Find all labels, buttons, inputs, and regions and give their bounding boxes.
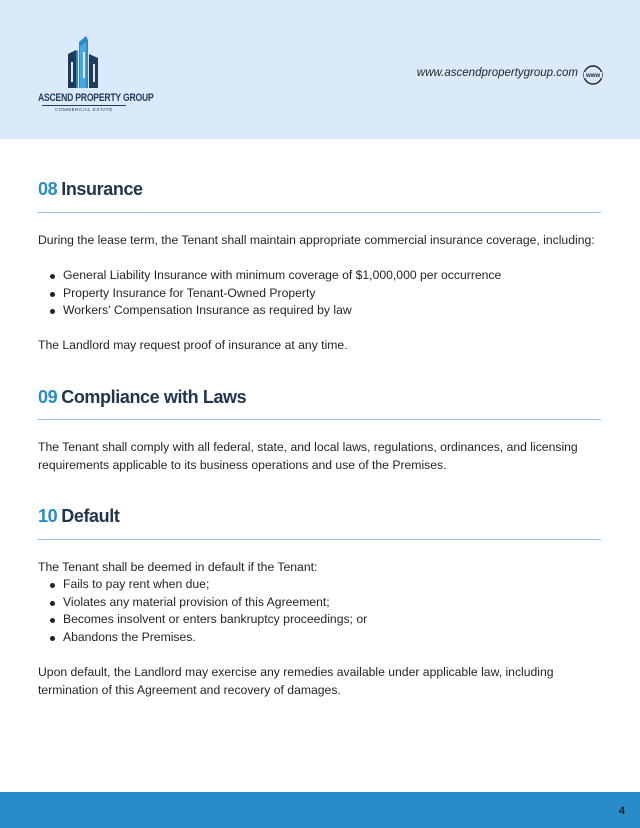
company-name: ASCEND PROPERTY GROUP	[38, 90, 154, 104]
list-item: Fails to pay rent when due;	[38, 576, 603, 594]
section-heading-insurance	[38, 178, 143, 200]
section-heading-default	[38, 505, 119, 527]
section-heading-compliance	[38, 386, 246, 408]
section-number: 09	[38, 386, 58, 407]
globe-www-icon	[582, 64, 604, 86]
section-divider	[38, 539, 601, 540]
section-divider	[38, 419, 601, 420]
default-list	[38, 576, 603, 646]
list-item: General Liability Insurance with minimum coverage of $1,000,000 per occurrence	[38, 267, 603, 285]
insurance-list	[38, 267, 603, 320]
www-label: www	[585, 73, 601, 80]
building-logo-icon	[66, 36, 102, 88]
page-header	[0, 0, 640, 139]
section-intro: The Tenant shall be deemed in default if the Tenant:	[38, 560, 318, 574]
page-number: 4	[618, 805, 625, 817]
section-intro: During the lease term, the Tenant shall maintain appropriate commercial insurance coverage, including:	[38, 233, 595, 247]
section-divider	[38, 212, 601, 213]
company-logo	[38, 36, 154, 116]
list-item: Becomes insolvent or enters bankruptcy proceedings; or	[38, 611, 603, 629]
section-number: 08	[38, 178, 58, 199]
list-item: Property Insurance for Tenant-Owned Property	[38, 285, 603, 303]
section-closing: Upon default, the Landlord may exercise any remedies available under applicable law, including termination of this Agreement and recovery of damages.	[38, 665, 554, 697]
page-footer	[0, 792, 640, 828]
section-closing: The Landlord may request proof of insurance at any time.	[38, 338, 348, 352]
list-item: Abandons the Premises.	[38, 629, 603, 647]
section-intro: The Tenant shall comply with all federal, state, and local laws, regulations, ordinances, and licensing requirements applicable to its business operations and use of the Premises.	[38, 440, 578, 472]
company-tagline: COMMERCIAL ESTATE	[55, 107, 113, 112]
section-title: Default	[61, 505, 120, 526]
section-title: Compliance with Laws	[61, 386, 247, 407]
section-title: Insurance	[61, 178, 143, 199]
section-number: 10	[38, 505, 58, 526]
list-item: Workers' Compensation Insurance as required by law	[38, 302, 603, 320]
logo-divider	[42, 105, 126, 106]
list-item: Violates any material provision of this Agreement;	[38, 594, 603, 612]
website-link[interactable]: www.ascendpropertygroup.com	[416, 67, 578, 79]
